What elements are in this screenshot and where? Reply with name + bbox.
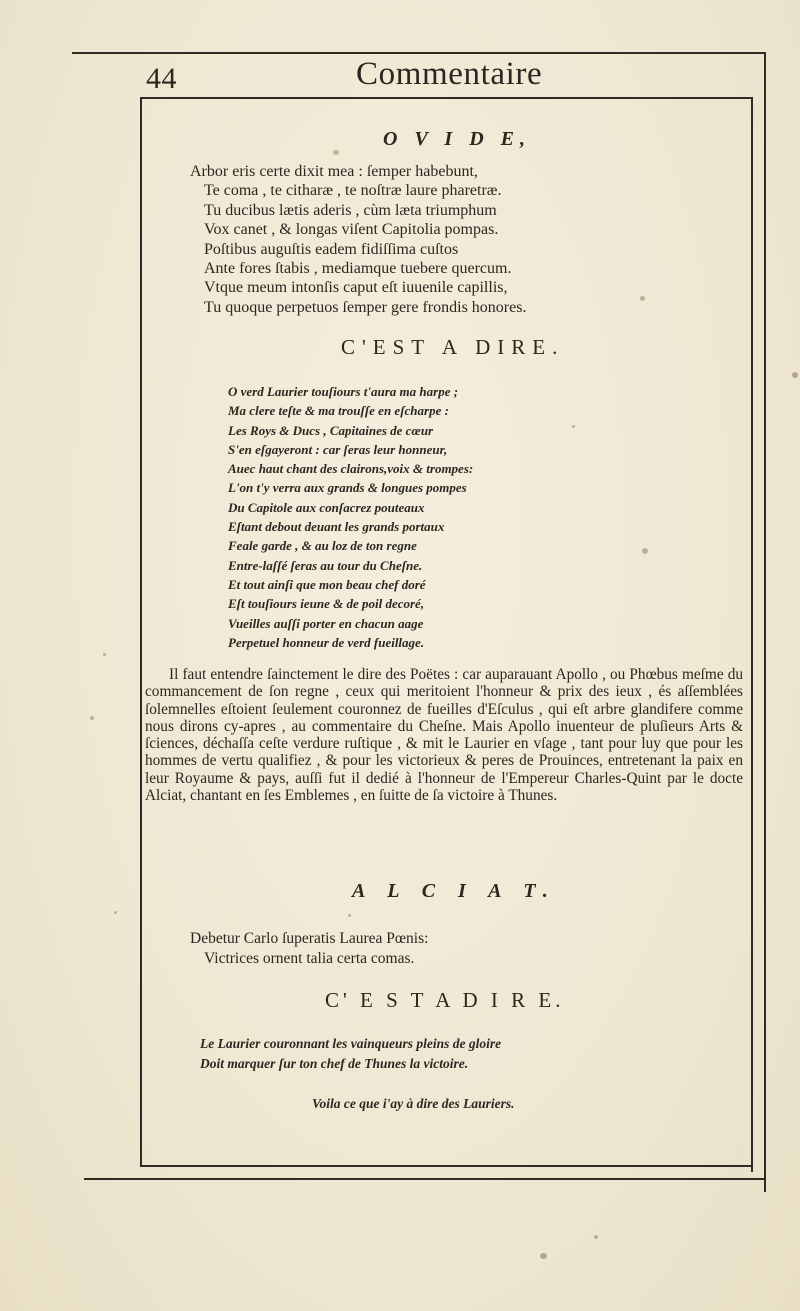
ovide-title: O V I D E, <box>383 128 531 150</box>
latin-verse-line: Ante fores ſtabis , mediamque tuebere quercum. <box>204 260 512 278</box>
french-verse-line: Perpetuel honneur de verd fueillage. <box>228 634 425 650</box>
french-translation-verses <box>228 382 473 652</box>
frame-right-rule <box>751 97 753 1172</box>
french-verse-line: Entre-laſſé ſeras au tour du Cheſne. <box>228 557 423 573</box>
paper-speck <box>640 296 645 301</box>
page-number: 44 <box>146 62 177 95</box>
french-verse-line: Feale garde , & au loz de ton regne <box>228 538 417 554</box>
french-verse-line: S'en eſgayeront : car ſeras leur honneur, <box>228 441 448 457</box>
french-verse-line: L'on t'y verra aux grands & longues pompes <box>228 480 467 496</box>
cest-a-dire-heading-2: C' E S T A D I R E. <box>325 988 565 1012</box>
paper-speck <box>540 1253 547 1259</box>
french-verse-line: Et tout ainſi que mon beau chef doré <box>228 576 426 592</box>
latin-verse-line: Te coma , te citharæ , te noſtræ laure pharetræ. <box>204 182 502 200</box>
paper-speck <box>90 716 94 720</box>
cest-a-dire-heading: C'EST A DIRE. <box>341 335 565 359</box>
frame-left-rule <box>140 97 142 1167</box>
french-verse-line: Les Roys & Ducs , Capitaines de cœur <box>228 422 434 438</box>
latin-verse-line: Arbor eris certe dixit mea : ſemper habebunt, <box>190 163 478 180</box>
paper-speck <box>594 1235 598 1239</box>
paper-speck <box>642 548 648 554</box>
frame-bottom-outer-rule <box>84 1178 765 1180</box>
running-head: Commentaire <box>356 56 543 92</box>
alciat-french-verses <box>200 1034 501 1074</box>
french-verse-line: Vueilles auſſi porter en chacun aage <box>228 615 424 631</box>
french-verse-line: Eſt touſiours ieune & de poil decoré, <box>228 596 425 612</box>
latin-verse-line: Tu ducibus lætis aderis , cùm læta triumphum <box>204 201 497 219</box>
paper-speck <box>348 914 351 917</box>
latin-verse-line: Vox canet , & longas viſent Capitolia pompas. <box>204 221 499 239</box>
latin-verse-line: Debetur Carlo ſuperatis Laurea Pœnis: <box>190 930 429 947</box>
french-verse-line: Du Capitole aux conſacrez pouteaux <box>228 499 425 515</box>
frame-top-outer-rule <box>72 52 764 54</box>
paper-speck <box>792 372 798 378</box>
french-verse-line: Doit marquer ſur ton chef de Thunes la victoire. <box>200 1056 469 1071</box>
latin-verse-line: Victrices ornent talia certa comas. <box>204 950 415 967</box>
latin-verse-line: Tu quoque perpetuos ſemper gere frondis honores. <box>204 298 527 316</box>
paper-speck <box>114 911 117 914</box>
closing-line: Voila ce que i'ay à dire des Lauriers. <box>312 1096 515 1111</box>
ovide-latin-verses <box>190 162 526 317</box>
paper-speck <box>572 425 575 428</box>
french-verse-line: Le Laurier couronnant les vainqueurs pleins de gloire <box>200 1036 502 1051</box>
french-verse-line: Ma clere teſte & ma trouſſe en eſcharpe : <box>228 403 449 419</box>
frame-right-outer-rule <box>764 52 766 1192</box>
alciat-latin-verses <box>190 929 428 969</box>
french-verse-line: Auec haut chant des clairons,voix & trompes: <box>228 461 474 477</box>
frame-bottom-inner-rule <box>140 1165 753 1167</box>
frame-top-inner-rule <box>140 97 752 99</box>
alciat-title: A L C I A T. <box>352 880 557 902</box>
french-verse-line: O verd Laurier touſiours t'aura ma harpe ; <box>228 384 459 399</box>
paper-speck <box>333 150 339 155</box>
paper-speck <box>103 653 106 656</box>
commentary-paragraph: Il faut entendre ſainctement le dire des Poëtes : car auparauant Apollo , ou Phœbus meſme du commancement de ſon regne , ceux qui meritoient l'honneur & prix des ieux , és aſſemblées ſolemnelles eſtoient ſeulement couronnez de fueilles d'Eſculus , qui eſt arbre glandifere comme nous dirons cy-apres , au commentaire du Cheſne. Mais Apollo inuenteur de pluſieurs Arts & ſciences, déchaſſa ceſte verdure ruſtique , & mit le Laurier en vſage , tant pour luy que pour les hommes de vertu qualifiez , & pour les victorieux & peres de Prouinces, entretenant la paix en leur Royaume & pays, auſſi fut il dedié à l'honneur de l'Empereur Charles-Quint par le docte Alciat, chantant en ſes Emblemes , en ſuitte de ſa victoire à Thunes. <box>145 666 743 805</box>
latin-verse-line: Poſtibus auguſtis eadem fidiſſima cuſtos <box>204 240 459 258</box>
latin-verse-line: Vtque meum intonſis caput eſt iuuenile capillis, <box>204 279 508 297</box>
french-verse-line: Eſtant debout deuant les grands portaux <box>228 519 445 535</box>
